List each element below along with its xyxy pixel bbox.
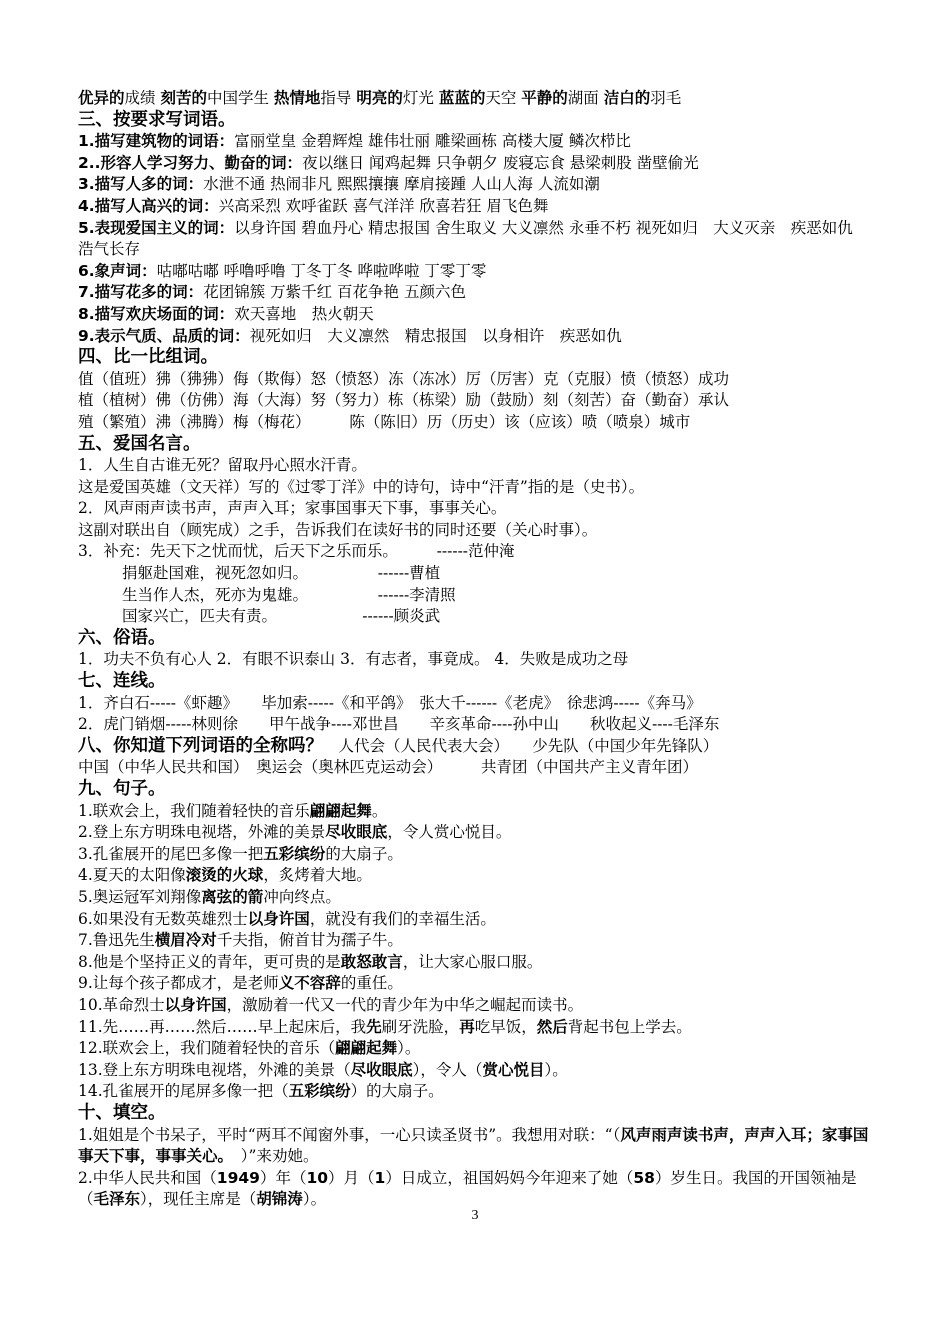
sentence-item <box>78 952 878 974</box>
sentence-item <box>78 909 878 931</box>
sentence-keyword: 横眉冷对 <box>154 931 217 950</box>
item-text: 水泄不通 热闹非凡 熙熙攘攘 摩肩接踵 人山人海 人流如潮 <box>203 175 600 194</box>
sentence-keyword: 义不容辞 <box>278 974 341 993</box>
item-text: 夜以继日 闻鸡起舞 只争朝夕 废寝忘食 悬梁刺股 凿壁偷光 <box>302 153 699 172</box>
sentence-item <box>78 995 878 1017</box>
sentence-text: 冲向终点。 <box>263 887 341 906</box>
fill-text: ）”来劝她。 <box>225 1147 319 1166</box>
sentence-text: 2.登上东方明珠电视塔，外滩的美景 <box>78 823 326 842</box>
sentence-text: 3.孔雀展开的尾巴多像一把 <box>78 844 264 863</box>
word-row: 植（植树）佛（仿佛）海（大海）努（努力）栋（栋梁）励（鼓励）刻（刻苦）奋（勤奋）承认 <box>78 391 730 410</box>
sentence-item <box>78 1081 878 1103</box>
fill-text: 1.姐姐是个书呆子，平时“两耳不闻窗外事，一心只读圣贤书”。我想用对联：“（ <box>78 1125 621 1144</box>
item-label: 7.描写花多的词： <box>78 283 204 302</box>
list-item <box>78 282 878 304</box>
fill-text: ），现任主席是（ <box>140 1190 257 1209</box>
quote-line: 3．补充：先天下之忧而忧，后天下之乐而乐。 ------范仲淹 <box>78 542 515 561</box>
word-row: 值（值班）狒（狒狒）侮（欺侮）怒（愤怒）冻（冻冰）厉（厉害）克（克服）愤（愤怒）成功 <box>78 369 730 388</box>
fill-text: ）岁生日。我国的开国领袖是（ <box>78 1168 857 1209</box>
phrase-adj: 洁白的 <box>603 89 651 107</box>
sentence-keyword: 先 <box>366 1017 382 1036</box>
phrase-adj: 优异的 <box>78 89 125 107</box>
sentence-text: 吃早饭， <box>474 1017 537 1036</box>
sentence-item <box>78 865 878 887</box>
item-label: 1.描写建筑物的词语： <box>78 132 235 151</box>
match-line: 2．虎门销烟-----林则徐 甲午战争----邓世昌 辛亥革命----孙中山 秋收起义----毛泽东 <box>78 715 720 734</box>
fill-text: ）日成立，祖国妈妈今年迎来了她（ <box>385 1168 634 1187</box>
sentence-item <box>78 844 878 866</box>
sentence-item <box>78 1038 878 1060</box>
list-item <box>78 304 878 326</box>
quote-line: 这是爱国英雄（文天祥）写的《过零丁洋》中的诗句，诗中“汗青”指的是（史书）。 <box>78 477 645 496</box>
quote-line: 国家兴亡，匹夫有责。 ------顾炎武 <box>122 607 441 626</box>
quote-line: 捐躯赴国难，视死忽如归。 ------曹植 <box>122 564 441 583</box>
sentence-keyword: 五彩缤纷 <box>288 1082 351 1101</box>
sentence-item <box>78 887 878 909</box>
sentence-text: 6.如果没有无数英雄烈士 <box>78 909 248 928</box>
word-row: 殖（繁殖）沸（沸腾）梅（梅花） 陈（陈旧）历（历史）该（应该）喷（喷泉）城市 <box>78 412 691 431</box>
phrase-noun: 成绩 <box>124 89 161 107</box>
fill-item <box>78 1168 878 1211</box>
sentence-text: ，让大家心服口服。 <box>402 952 543 971</box>
sentence-text: 1.联欢会上，我们随着轻快的音乐 <box>78 801 310 820</box>
phrase-adj: 平静的 <box>521 89 568 107</box>
section-title: 八、你知道下列词语的全称吗？ <box>78 735 323 756</box>
fill-answer: 1949 <box>216 1168 260 1187</box>
item-text: 欢天喜地 热火朝天 <box>234 304 374 323</box>
sentence-keyword: 滚烫的火球 <box>185 866 264 885</box>
fill-answer: 1 <box>374 1168 386 1187</box>
sentence-text: 7.鲁迅先生 <box>78 931 155 950</box>
section-title: 九、句子。 <box>78 779 166 799</box>
list-item <box>78 153 878 175</box>
item-text: 以身许国 碧血丹心 精忠报国 舍生取义 大义凛然 永垂不朽 视死如归 大义灭亲 疾恶如仇 浩气长存 <box>78 218 869 259</box>
sentence-text: ，激励着一代又一代的青少年为中华之崛起而读书。 <box>226 995 584 1014</box>
sentence-text: 刷牙洗脸， <box>381 1017 460 1036</box>
sentence-keyword: 离弦的箭 <box>201 887 264 906</box>
sentence-keyword: 以身许国 <box>247 909 310 928</box>
fill-answer: 风声雨声读书声，声声入耳；家事国事天下事，事事关心。 <box>78 1125 869 1166</box>
section-title: 三、按要求写词语。 <box>78 109 236 130</box>
fullname-line: 中国（中华人民共和国） 奥运会（奥林匹克运动会） 共青团（中国共产主义青年团） <box>78 758 699 777</box>
quote-line: 1．人生自古谁无死？留取丹心照水汗青。 <box>78 456 367 475</box>
phrase-adj: 热情地 <box>273 89 321 107</box>
fill-item <box>78 1125 878 1168</box>
phrase-noun: 天空 <box>485 89 522 107</box>
page-number: 3 <box>471 1208 479 1223</box>
sentence-keyword: 赏心悦目 <box>482 1060 545 1079</box>
sentence-text: ）。 <box>544 1060 568 1079</box>
fill-answer: 胡锦涛 <box>256 1190 303 1209</box>
item-text: 咕嘟咕嘟 呼噜呼噜 丁冬丁冬 哗啦哗啦 丁零丁零 <box>156 261 487 280</box>
section-title: 七、连线。 <box>78 671 166 692</box>
sentence-text: 14.孔雀展开的尾屏多像一把（ <box>78 1082 289 1101</box>
sentence-text: 11.先……再……然后……早上起床后，我 <box>78 1017 367 1036</box>
sentence-item <box>78 973 878 995</box>
item-text: 花团锦簇 万紫千红 百花争艳 五颜六色 <box>203 283 466 302</box>
phrase-adj: 蓝蓝的 <box>438 89 486 107</box>
sentence-item <box>78 930 878 952</box>
sentence-text: 9.让每个孩子都成才，是老师 <box>78 974 279 993</box>
sentence-text: ，炙烤着大地。 <box>263 866 372 885</box>
document-page <box>78 88 878 1211</box>
sentence-text: 千夫指，俯首甘为孺子牛。 <box>216 931 403 950</box>
fill-answer: 58 <box>633 1168 655 1187</box>
sentence-item <box>78 822 878 844</box>
fill-text: ）年（ <box>259 1168 307 1187</box>
phrase-noun: 中国学生 <box>206 89 274 107</box>
sentence-text: 背起书包上学去。 <box>567 1017 692 1036</box>
item-text: 视死如归 大义凛然 精忠报国 以身相许 疾恶如仇 <box>249 326 622 345</box>
list-item <box>78 131 878 153</box>
list-item <box>78 196 878 218</box>
proverb-line: 1．功夫不负有心人 2．有眼不识泰山 3．有志者，事竟成。 4．失败是成功之母 <box>78 650 629 669</box>
sentence-text: 8.他是个坚持正义的青年，更可贵的是 <box>78 952 341 971</box>
item-label: 4.描写人高兴的词： <box>78 196 219 215</box>
list-item <box>78 218 878 261</box>
sentence-keyword: 翩翩起舞 <box>309 801 372 820</box>
item-label: 6.象声词： <box>78 261 157 280</box>
sentence-item <box>78 801 878 823</box>
item-label: 3.描写人多的词： <box>78 175 204 194</box>
section-title: 十、填空。 <box>78 1102 166 1123</box>
sentence-text: ，就没有我们的幸福生活。 <box>309 909 496 928</box>
sentence-text: ）。 <box>397 1039 421 1058</box>
sentence-item <box>78 1017 878 1039</box>
item-text: 兴高采烈 欢呼雀跃 喜气洋洋 欣喜若狂 眉飞色舞 <box>218 196 549 215</box>
sentence-item <box>78 1060 878 1082</box>
fill-text: ）月（ <box>328 1168 375 1187</box>
fill-text: ）。 <box>302 1190 327 1209</box>
item-label: 5.表现爱国主义的词： <box>78 218 235 237</box>
item-text: 富丽堂皇 金碧辉煌 雄伟壮丽 雕梁画栋 高楼大厦 鳞次栉比 <box>234 132 631 151</box>
sentence-text: 5.奥运冠军刘翔像 <box>78 887 202 906</box>
sentence-text: 10.革命烈士 <box>78 995 165 1014</box>
sentence-text: ），令人（ <box>412 1060 483 1079</box>
phrase-noun: 灯光 <box>402 89 439 107</box>
sentence-text: 的大扇子。 <box>325 844 403 863</box>
phrase-noun: 羽毛 <box>650 89 682 107</box>
sentence-keyword: 然后 <box>536 1017 568 1036</box>
sentence-keyword: 以身许国 <box>164 995 227 1014</box>
section-title: 四、比一比组词。 <box>78 347 218 368</box>
sentence-keyword: 再 <box>459 1017 475 1036</box>
item-label: 2..形容人学习努力、勤奋的词： <box>78 153 303 172</box>
sentence-text: 。 <box>371 801 388 820</box>
match-line: 1．齐白石-----《虾趣》 毕加索-----《和平鸽》 张大千------《老虎》 徐悲鸿-----《奔马》 <box>78 693 702 712</box>
list-item <box>78 261 878 283</box>
section-title: 五、爱国名言。 <box>78 433 201 454</box>
sentence-text: 12.联欢会上，我们随着轻快的音乐（ <box>78 1039 336 1058</box>
sentence-keyword: 五彩缤纷 <box>263 844 326 863</box>
phrase-adj: 明亮的 <box>356 89 403 107</box>
section-title: 六、俗语。 <box>78 627 166 648</box>
sentence-keyword: 尽收眼底 <box>350 1060 413 1079</box>
phrase-noun: 湖面 <box>567 89 604 107</box>
sentence-keyword: 翩翩起舞 <box>335 1039 398 1058</box>
quote-line: 2．风声雨声读书声，声声入耳；家事国事天下事，事事关心。 <box>78 499 507 518</box>
sentence-keyword: 敢怒敢言 <box>340 952 403 971</box>
sentence-text: ）的大扇子。 <box>350 1082 444 1101</box>
sentence-text: 4.夏天的太阳像 <box>78 866 186 885</box>
phrase-noun: 指导 <box>320 89 357 107</box>
fill-text: 2.中华人民共和国（ <box>78 1168 217 1187</box>
item-label: 9.表示气质、品质的词： <box>78 326 250 345</box>
list-item <box>78 326 878 348</box>
phrase-line <box>78 88 878 110</box>
fill-answer: 10 <box>306 1168 329 1187</box>
fullname-line <box>78 736 878 758</box>
sentence-text: ，令人赏心悦目。 <box>387 823 512 842</box>
list-item <box>78 174 878 196</box>
quote-line: 这副对联出自（顾宪成）之手，告诉我们在读好书的同时还要（关心时事）。 <box>78 520 598 539</box>
sentence-text: 13.登上东方明珠电视塔，外滩的美景（ <box>78 1060 351 1079</box>
fullname-text: 人代会（人民代表大会） 少先队（中国少年先锋队） <box>323 736 719 755</box>
sentence-text: 的重任。 <box>340 974 403 993</box>
phrase-adj: 刻苦的 <box>160 89 207 107</box>
item-label: 8.描写欢庆场面的词： <box>78 304 235 323</box>
fill-answer: 毛泽东 <box>93 1190 141 1209</box>
quote-line: 生当作人杰，死亦为鬼雄。 ------李清照 <box>122 585 456 604</box>
sentence-keyword: 尽收眼底 <box>325 823 388 842</box>
